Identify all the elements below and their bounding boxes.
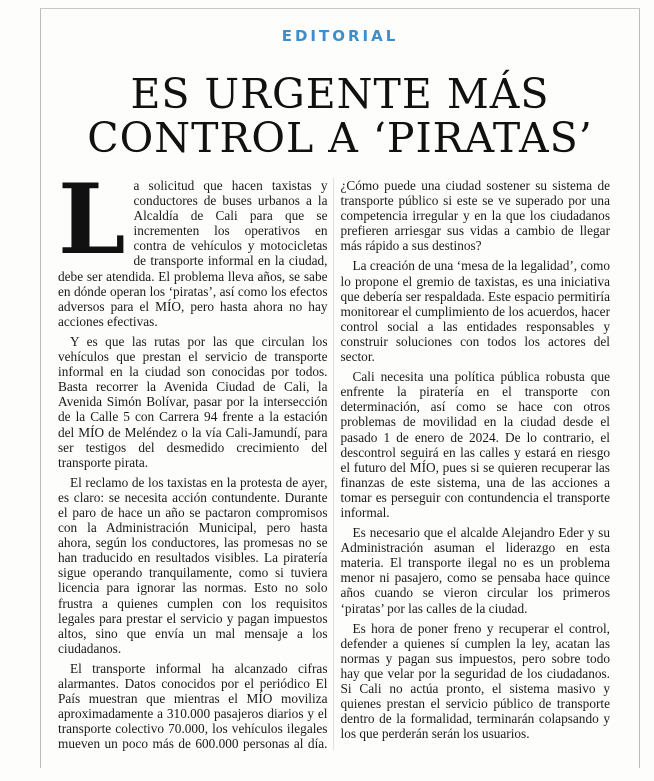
paragraph-5: La creación de una ‘mesa de la legalidad’, como lo propone el gremio de taxistas, es una iniciativa que debería ser respaldada. Este espacio permitiría monitorear el cumplimiento de los acuerdos, hacer control social a las entidades responsables y construir soluciones con todos los actores del sector.	[340, 258, 610, 365]
paragraph-7: Es necesario que el alcalde Alejandro Eder y su Administración asuman el liderazgo en esta materia. El transporte ilegal no es un problema menor ni pasajero, como se pensaba hace quince años cuando se vieron circular los primeros ‘piratas’ por las calles de la ciudad.	[340, 525, 610, 616]
drop-cap: L	[58, 163, 126, 276]
section-label: EDITORIAL	[281, 27, 399, 45]
paragraph-1: La solicitud que hacen taxistas y conductores de buses urbanos a la Alcaldía de Cali para que se incrementen los operativos en contra de vehículos y motocicletas de transporte informal en la ciudad, debe ser atendida. El problema lleva años, se sabe en dónde operan los ‘piratas’, así como los efectos adversos para el MÍO, pero hasta ahora no hay acciones efectivas.	[58, 163, 328, 329]
paragraph-2: Y es que las rutas por las que circulan los vehículos que prestan el servicio de transporte informal en la ciudad son conocidas por todos. Basta recorrer la Avenida Ciudad de Cali, la Avenida Simón Bolívar, pasar por la intersección de la Calle 5 con Carrera 94 frente a la estación del MÍO de Meléndez o la vía Cali-Jamundí, para ser testigos del desmedido crecimiento del transporte pirata.	[58, 333, 328, 470]
article-body	[58, 163, 610, 756]
paragraph-3: El reclamo de los taxistas en la protesta de ayer, es claro: se necesita acción contundente. Durante el paro de hace un año se pactaron compromisos con la Administración Municipal, pero hasta ahora, según los conductores, las promesas no se han traducido en resultados visibles. La piratería sigue operando tranquilamente, como si tuviera licencia para ignorar las normas. Esto no solo frustra a quienes cumplen con los requisitos legales para prestar el servicio y pagan impuestos altos, sino que envía un mal mensaje a los ciudadanos.	[58, 474, 328, 656]
headline: ES URGENTE MÁS CONTROL A ‘PIRATAS’	[87, 70, 593, 162]
paragraph-8: Es hora de poner freno y recuperar el control, defender a quienes sí cumplen la ley, acatan las normas y pagan sus impuestos, pero sobre todo hay que velar por la seguridad de los ciudadanos. Si Cali no actúa pronto, el sistema masivo y quienes prestan el servicio público de transporte dentro de la formalidad, terminarán colapsando y los que perderán serán los usuarios.	[340, 620, 610, 742]
top-rule	[40, 8, 640, 9]
paragraph-4: El transporte informal ha alcanzado cifras alarmantes. Datos conocidos por el periódico El País muestran que mientras el MÍO moviliza aproximadamente a 310.000 pasajeros diarios y el transporte colectivo 70.000, los vehículos ilegales mueven un poco más de 600.000 personas al día. ¿Cómo puede una ciudad sostener su sistema de transporte público si este se ve superado por una competencia irregular y en la que los ciudadanos prefieren arriesgar sus vidas a cambio de llegar más rápido a sus destinos?	[58, 178, 610, 752]
paragraph-6: Cali necesita una política pública robusta que enfrente la piratería en el transporte con determinación, así como se hace con otros problemas de movilidad en la ciudad desde el pasado 1 de enero de 2024. De lo contrario, el descontrol seguirá en las calles y estará en riesgo el futuro del MÍO, pues si se quieren recuperar las finanzas de este sistema, una de las acciones a tomar es perseguir con contundencia el transporte informal.	[340, 369, 610, 520]
